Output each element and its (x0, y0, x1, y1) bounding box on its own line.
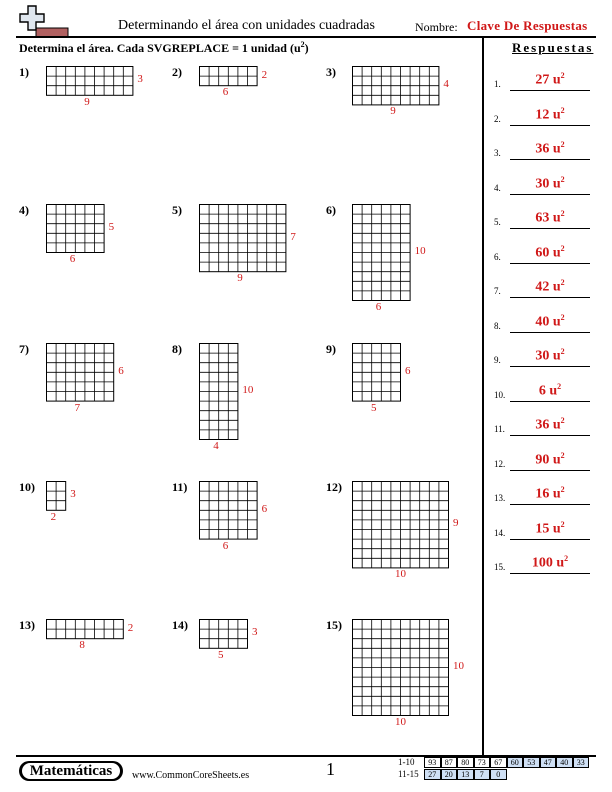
answer-value: 40 $u^2$ (535, 312, 565, 330)
width-label: 6 (69, 253, 76, 265)
header-rule (16, 36, 596, 38)
answer-row (494, 343, 594, 367)
height-label: 10 (414, 245, 426, 257)
answer-number: 13. (494, 493, 506, 503)
answer-number: 4. (494, 182, 501, 193)
answer-line (510, 504, 590, 505)
score-key-cell: 67 (490, 757, 507, 768)
score-key-cell: 40 (556, 757, 573, 768)
page-number: 1 (326, 759, 335, 779)
score-key-cell: 13 (457, 769, 474, 780)
height-label: 3 (70, 488, 76, 501)
width-label: 2 (50, 510, 57, 523)
answer-number: 5. (494, 217, 501, 227)
answer-row (494, 447, 594, 471)
answer-value: 12 $u^2$ (535, 105, 565, 123)
answer-value: 15 $u^2$ (535, 519, 565, 537)
brand-badge (19, 761, 123, 781)
height-label: 6 (261, 502, 268, 515)
answer-line (510, 366, 590, 367)
unit-grid (46, 66, 134, 97)
height-label: 4 (443, 78, 449, 91)
answer-row (494, 67, 594, 91)
unit-grid (352, 66, 440, 106)
answer-row (494, 102, 594, 126)
answer-number: 3. (494, 148, 501, 158)
unit-grid (199, 66, 259, 87)
width-label: 4 (213, 440, 219, 452)
width-label: 8 (79, 639, 85, 652)
problem-number: 8) (172, 342, 182, 356)
problem-number: 12) (326, 480, 342, 494)
answer-value: 30 $u^2$ (535, 347, 565, 364)
answer-value: 63 $u^2$ (535, 209, 565, 226)
problem-number: 14) (172, 618, 188, 632)
answer-value: 42 $u^2$ (535, 278, 565, 295)
answer-value: 16 $u^2$ (535, 485, 565, 502)
answer-row (494, 516, 594, 540)
width-label: 9 (84, 95, 90, 108)
answer-number: 6. (494, 251, 501, 262)
answer-line (510, 539, 590, 540)
unit-grid (199, 619, 249, 650)
answer-line (510, 435, 590, 436)
unit-grid (199, 204, 287, 273)
unit-grid (352, 204, 412, 302)
answer-value: 6 $u^2$ (538, 381, 562, 399)
unit-grid (46, 343, 115, 403)
answer-number: 10. (494, 389, 506, 400)
width-label: 6 (375, 301, 382, 313)
width-label: 5 (371, 401, 377, 414)
answers-header: Respuestas (512, 40, 594, 55)
answer-number: 12. (494, 458, 506, 469)
answer-row (494, 274, 594, 298)
answer-line (510, 263, 590, 264)
problem-number: 10) (19, 480, 35, 494)
answer-row (494, 136, 594, 160)
answer-number: 15. (494, 562, 506, 572)
problem-number: 9) (326, 342, 336, 356)
answer-number: 9. (494, 355, 501, 365)
score-key-cell: 87 (441, 757, 458, 768)
answer-value: 90 $u^2$ (535, 450, 565, 468)
answer-value: 60 $u^2$ (535, 243, 565, 261)
instructions: Determina el área. Cada SVGREPLACE = 1 unidad $(u^2)$ (19, 40, 309, 55)
score-key-label: 11-15 (398, 769, 419, 779)
score-key-cell: 60 (507, 757, 524, 768)
unit-grid (352, 343, 402, 403)
name-value: Clave De Respuestas (467, 18, 588, 33)
answer-line (510, 470, 590, 471)
score-key-cell: 80 (457, 757, 474, 768)
width-label: 10 (395, 568, 406, 581)
problem-number: 11) (172, 480, 188, 494)
problem-number: 4) (19, 203, 29, 217)
score-key-cell: 27 (424, 769, 441, 780)
answer-number: 7. (494, 286, 501, 296)
answer-value: 36 $u^2$ (535, 140, 565, 157)
width-label: 5 (218, 648, 224, 661)
unit-grid (46, 204, 106, 254)
score-key-label: 1-10 (398, 757, 415, 767)
answer-row (494, 171, 594, 195)
answer-line (510, 90, 590, 91)
problem-number: 1) (19, 65, 29, 79)
score-key-cell: 33 (573, 757, 590, 768)
answer-line (510, 332, 590, 333)
height-label: 10 (242, 384, 254, 396)
width-label: 7 (74, 401, 81, 414)
answer-line (510, 125, 590, 126)
score-key-cell: 93 (424, 757, 441, 768)
score-key-cell: 20 (441, 769, 458, 780)
answer-row (494, 240, 594, 264)
answer-row (494, 550, 594, 574)
answer-value: 27 $u^2$ (535, 71, 565, 88)
answer-number: 2. (494, 113, 501, 124)
height-label: 7 (290, 230, 296, 243)
answer-row (494, 205, 594, 229)
unit-grid (352, 481, 450, 569)
answer-line (510, 401, 590, 402)
unit-grid (46, 619, 125, 640)
height-label: 10 (453, 660, 464, 672)
brand-label: Matemáticas (22, 763, 120, 779)
answer-number: 8. (494, 320, 501, 331)
answer-row (494, 309, 594, 333)
score-key-cell: 0 (490, 769, 507, 780)
score-key-cell: 73 (474, 757, 491, 768)
unit-grid (46, 481, 67, 512)
answers-divider (482, 36, 484, 755)
height-label: 5 (108, 221, 115, 233)
plus-cross-logo-icon (18, 4, 70, 38)
answer-row (494, 378, 594, 402)
width-label: 10 (395, 716, 406, 728)
answer-line (510, 573, 590, 574)
problem-number: 15) (326, 618, 342, 632)
width-label: 9 (237, 272, 243, 285)
height-label: 2 (261, 68, 268, 81)
width-label: 9 (390, 105, 396, 118)
answer-line (510, 297, 590, 298)
problem-number: 5) (172, 203, 182, 217)
height-label: 9 (453, 517, 459, 530)
answer-number: 1. (494, 79, 501, 89)
height-label: 3 (137, 73, 143, 86)
problem-number: 7) (19, 342, 29, 356)
problem-number: 13) (19, 618, 35, 632)
unit-grid (199, 343, 239, 441)
website: www.CommonCoreSheets.es (132, 770, 250, 781)
width-label: 6 (222, 539, 229, 552)
answer-value: 36 $u^2$ (535, 416, 565, 433)
height-label: 2 (127, 621, 134, 634)
answer-line (510, 228, 590, 229)
answer-line (510, 159, 590, 160)
problem-number: 2) (172, 65, 182, 79)
answer-line (510, 194, 590, 195)
width-label: 6 (222, 86, 229, 99)
problem-number: 6) (326, 203, 336, 217)
worksheet-title: Determinando el área con unidades cuadradas (118, 18, 375, 33)
unit-grid (352, 619, 450, 717)
unit-grid (199, 481, 259, 541)
score-key-cell: 47 (540, 757, 557, 768)
name-label: Nombre: (415, 20, 458, 34)
problem-number: 3) (326, 65, 336, 79)
height-label: 6 (118, 364, 124, 377)
answer-value: 30 $u^2$ (535, 174, 565, 192)
answer-row (494, 481, 594, 505)
answer-number: 14. (494, 527, 506, 538)
score-key-cell: 53 (523, 757, 540, 768)
height-label: 6 (405, 364, 411, 377)
height-label: 3 (252, 626, 258, 639)
score-key-cell: 7 (474, 769, 491, 780)
answer-value: 100 $u^2$ (531, 554, 569, 571)
answer-number: 11. (494, 424, 505, 434)
answer-row (494, 412, 594, 436)
